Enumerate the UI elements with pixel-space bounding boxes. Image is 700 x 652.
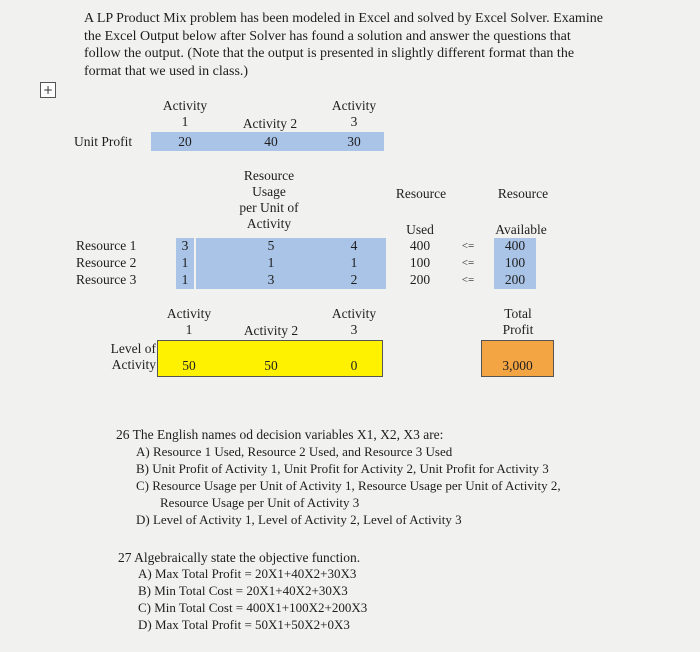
- level-label: Level of Activity: [110, 341, 156, 372]
- level-activity-3-header: Activity 3: [331, 306, 377, 337]
- usage-cell: 1: [267, 255, 275, 270]
- intro-line: the Excel Output below after Solver has found a solution and answer the questions that: [84, 28, 571, 44]
- resource-name: Resource 1: [76, 238, 137, 253]
- intro-line: A LP Product Mix problem has been modeled in Excel and solved by Excel Solver. Examine: [84, 11, 603, 26]
- q27-option-d: D) Max Total Profit = 50X1+50X2+0X3: [138, 617, 350, 632]
- used-cell: 400: [409, 238, 431, 253]
- intro-line: follow the output. (Note that the output is presented in slightly different format than the: [84, 46, 575, 61]
- constraint-sign: <=: [461, 257, 475, 269]
- intro-line: format that we used in class.): [84, 63, 249, 79]
- available-cell: 200: [504, 272, 526, 287]
- intro-paragraph: [84, 10, 684, 80]
- usage-cell: 3: [267, 272, 275, 287]
- question-27-stem: 27 Algebraically state the objective function.: [118, 550, 361, 565]
- unit-profit-activity-1: 20: [178, 134, 192, 149]
- unit-profit-activity-3: 30: [347, 134, 361, 149]
- q26-option-a: A) Resource 1 Used, Resource 2 Used, and Resource 3 Used: [136, 444, 453, 459]
- usage-cell: 1: [181, 272, 189, 287]
- constraint-sign: <=: [461, 240, 475, 252]
- level-activity-2-header: Activity 2: [243, 323, 299, 338]
- unit-profit-activity-2: 40: [264, 134, 278, 149]
- activity-3-header: Activity 3: [331, 98, 377, 129]
- expand-icon[interactable]: +: [40, 82, 56, 98]
- level-activity-2: 50: [264, 358, 278, 373]
- usage-cell: 4: [350, 238, 358, 253]
- resource-used-subheader: Used: [406, 222, 434, 237]
- activity-2-header: Activity 2: [242, 116, 298, 131]
- activity-1-header: Activity 1: [162, 98, 208, 129]
- q26-option-c: C) Resource Usage per Unit of Activity 1, Resource Usage per Unit of Activity 2,: [136, 478, 561, 493]
- used-cell: 100: [409, 255, 431, 270]
- level-activity-1: 50: [182, 358, 196, 373]
- table-row: [0, 255, 700, 272]
- table-row: [0, 272, 700, 289]
- usage-cell: 1: [181, 255, 189, 270]
- available-cell: 100: [504, 255, 526, 270]
- question-26-stem: 26 The English names od decision variables X1, X2, X3 are:: [116, 427, 444, 442]
- resource-available-subheader: Available: [495, 222, 547, 237]
- resource-available-header: Resource: [497, 186, 549, 201]
- q26-option-b: B) Unit Profit of Activity 1, Unit Profit for Activity 2, Unit Profit for Activity 3: [136, 461, 549, 476]
- usage-cell: 1: [350, 255, 358, 270]
- q27-option-b: B) Min Total Cost = 20X1+40X2+30X3: [138, 583, 348, 598]
- total-profit-value: 3,000: [502, 358, 533, 373]
- available-cell: 400: [504, 238, 526, 253]
- unit-profit-label: Unit Profit: [74, 134, 133, 149]
- usage-cell: 5: [267, 238, 275, 253]
- usage-header: Resource Usage per Unit of Activity: [239, 168, 299, 231]
- usage-cell: 3: [181, 238, 189, 253]
- q27-option-a: A) Max Total Profit = 20X1+40X2+30X3: [138, 566, 357, 581]
- resource-name: Resource 2: [76, 255, 137, 270]
- q27-option-c: C) Min Total Cost = 400X1+100X2+200X3: [138, 600, 368, 615]
- total-profit-header: Total Profit: [502, 306, 534, 337]
- used-cell: 200: [409, 272, 431, 287]
- usage-cell: 2: [350, 272, 358, 287]
- table-row: [0, 238, 700, 255]
- q26-option-d: D) Level of Activity 1, Level of Activity 2, Level of Activity 3: [136, 512, 462, 527]
- resource-name: Resource 3: [76, 272, 137, 287]
- resource-used-header: Resource: [395, 186, 447, 201]
- level-activity-1-header: Activity 1: [166, 306, 212, 337]
- constraint-sign: <=: [461, 274, 475, 286]
- q26-option-c-continued: Resource Usage per Unit of Activity 3: [160, 495, 360, 510]
- level-activity-3: 0: [350, 358, 358, 373]
